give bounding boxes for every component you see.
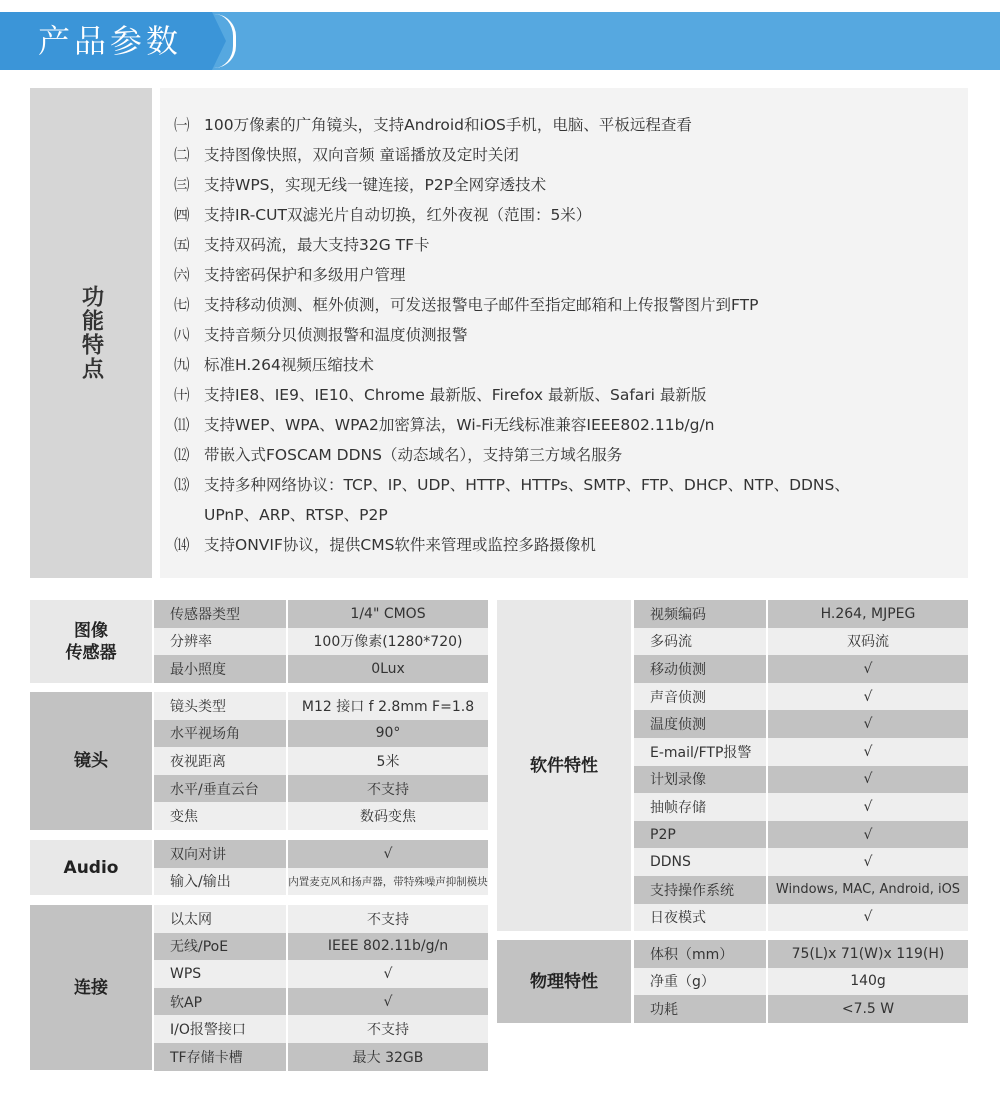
spec-value: 内置麦克风和扬声器，带特殊噪声抑制模块 xyxy=(288,868,488,896)
spec-row xyxy=(154,1043,488,1071)
spec-key: 视频编码 xyxy=(634,600,766,628)
spec-row xyxy=(154,600,488,628)
spec-key: 最小照度 xyxy=(154,655,286,683)
image-sensor-label-line2: 传感器 xyxy=(65,642,117,663)
spec-row xyxy=(154,905,488,933)
feature-item xyxy=(174,350,968,380)
header-banner xyxy=(0,12,1000,70)
spec-row xyxy=(634,683,968,711)
spec-row xyxy=(634,628,968,656)
feature-item xyxy=(174,380,968,410)
feature-text: 支持音频分贝侦测报警和温度侦测报警 xyxy=(204,326,468,344)
spec-row xyxy=(154,775,488,803)
spec-value: 不支持 xyxy=(288,1015,488,1043)
spec-row xyxy=(634,904,968,932)
spec-table-physical xyxy=(634,940,968,1023)
spec-key: 分辨率 xyxy=(154,628,286,656)
spec-key: 传感器类型 xyxy=(154,600,286,628)
spec-value: H.264, MJPEG xyxy=(768,600,968,628)
spec-table-image-sensor xyxy=(154,600,488,683)
spec-group-label-physical xyxy=(497,940,631,1023)
feature-text: 支持图像快照，双向音频 童谣播放及定时关闭 xyxy=(204,146,519,164)
spec-key: 双向对讲 xyxy=(154,840,286,868)
spec-row xyxy=(634,848,968,876)
spec-value: √ xyxy=(768,904,968,932)
spec-row xyxy=(634,821,968,849)
features-label-box xyxy=(30,88,152,578)
spec-value: √ xyxy=(288,840,488,868)
feature-item xyxy=(174,170,968,200)
spec-key: 日夜模式 xyxy=(634,904,766,932)
feature-number: ⒀ xyxy=(174,476,190,494)
spec-key: 镜头类型 xyxy=(154,692,286,720)
spec-key: P2P xyxy=(634,821,766,849)
page-title: 产品参数 xyxy=(38,22,183,60)
feature-item xyxy=(174,260,968,290)
spec-row xyxy=(154,720,488,748)
feature-item xyxy=(174,530,968,560)
lens-label: 镜头 xyxy=(74,751,108,771)
spec-key: 净重（g） xyxy=(634,968,766,996)
spec-value: 不支持 xyxy=(288,905,488,933)
spec-row xyxy=(634,655,968,683)
feature-text: 支持WPS，实现无线一键连接，P2P全网穿透技术 xyxy=(204,176,547,194)
spec-value: 5米 xyxy=(288,747,488,775)
spec-value: <7.5 W xyxy=(768,995,968,1023)
spec-row xyxy=(634,940,968,968)
spec-key: 体积（mm） xyxy=(634,940,766,968)
spec-value: √ xyxy=(768,766,968,794)
spec-row xyxy=(154,988,488,1016)
spec-key: 功耗 xyxy=(634,995,766,1023)
spec-group-label-connection xyxy=(30,905,152,1070)
feature-item xyxy=(174,230,968,260)
spec-value: 140g xyxy=(768,968,968,996)
spec-row xyxy=(634,600,968,628)
spec-key: DDNS xyxy=(634,848,766,876)
spec-value: 75(L)x 71(W)x 119(H) xyxy=(768,940,968,968)
spec-value: √ xyxy=(768,793,968,821)
spec-group-label-lens xyxy=(30,692,152,830)
feature-number: ㈡ xyxy=(174,146,190,164)
spec-key: 支持操作系统 xyxy=(634,876,766,904)
spec-row xyxy=(154,747,488,775)
feature-text: 标准H.264视频压缩技术 xyxy=(204,356,374,374)
spec-value: M12 接口 f 2.8mm F=1.8 xyxy=(288,692,488,720)
spec-row xyxy=(154,692,488,720)
feature-number: ⑾ xyxy=(174,416,190,434)
spec-row xyxy=(634,738,968,766)
spec-value: Windows, MAC, Android, iOS xyxy=(768,876,968,904)
spec-value: 0Lux xyxy=(288,655,488,683)
spec-table-audio xyxy=(154,840,488,895)
spec-key: I/O报警接口 xyxy=(154,1015,286,1043)
feature-text: 带嵌入式FOSCAM DDNS（动态域名），支持第三方域名服务 xyxy=(204,446,623,464)
spec-table-connection xyxy=(154,905,488,1071)
feature-item xyxy=(174,470,968,500)
spec-value: 数码变焦 xyxy=(288,802,488,830)
spec-key: WPS xyxy=(154,960,286,988)
spec-row xyxy=(154,840,488,868)
spec-row xyxy=(154,868,488,896)
feature-number: ㈤ xyxy=(174,236,190,254)
spec-row xyxy=(634,710,968,738)
spec-value: 90° xyxy=(288,720,488,748)
spec-group-label-software xyxy=(497,600,631,931)
feature-item xyxy=(174,200,968,230)
spec-row xyxy=(154,628,488,656)
spec-value: IEEE 802.11b/g/n xyxy=(288,933,488,961)
spec-key: 水平/垂直云台 xyxy=(154,775,286,803)
feature-number: ㈣ xyxy=(174,206,190,224)
feature-item xyxy=(174,440,968,470)
spec-value: 不支持 xyxy=(288,775,488,803)
feature-text: 100万像素的广角镜头，支持Android和iOS手机，电脑、平板远程查看 xyxy=(204,116,692,134)
spec-row xyxy=(154,802,488,830)
spec-key: 水平视场角 xyxy=(154,720,286,748)
spec-row xyxy=(634,766,968,794)
spec-table-lens xyxy=(154,692,488,830)
spec-value: √ xyxy=(768,655,968,683)
feature-text: 支持ONVIF协议，提供CMS软件来管理或监控多路摄像机 xyxy=(204,536,596,554)
spec-key: 输入/输出 xyxy=(154,868,286,896)
feature-item xyxy=(174,320,968,350)
spec-key: 计划录像 xyxy=(634,766,766,794)
feature-text: 支持移动侦测、框外侦测，可发送报警电子邮件至指定邮箱和上传报警图片到FTP xyxy=(204,296,759,314)
feature-number: ㈠ xyxy=(174,116,190,134)
spec-value: 100万像素(1280*720) xyxy=(288,628,488,656)
feature-text: 支持IR-CUT双滤光片自动切换，红外夜视（范围：5米） xyxy=(204,206,592,224)
spec-key: 无线/PoE xyxy=(154,933,286,961)
feature-text: 支持WEP、WPA、WPA2加密算法，Wi-Fi无线标准兼容IEEE802.11b/g/n xyxy=(204,416,715,434)
feature-number: ⑿ xyxy=(174,446,190,464)
feature-number: ㈦ xyxy=(174,296,190,314)
feature-text: 支持IE8、IE9、IE10、Chrome 最新版、Firefox 最新版、Safari 最新版 xyxy=(204,386,707,404)
spec-value: √ xyxy=(768,710,968,738)
feature-text: 支持多种网络协议：TCP、IP、UDP、HTTP、HTTPs、SMTP、FTP、DHCP、NTP、DDNS、 xyxy=(204,476,850,494)
spec-key: 以太网 xyxy=(154,905,286,933)
feature-number: ㈨ xyxy=(174,356,190,374)
spec-value: √ xyxy=(288,988,488,1016)
feature-item xyxy=(174,110,968,140)
feature-item xyxy=(174,410,968,440)
spec-key: TF存储卡槽 xyxy=(154,1043,286,1071)
spec-key: 变焦 xyxy=(154,802,286,830)
spec-key: 声音侦测 xyxy=(634,683,766,711)
features-label: 功能特点 xyxy=(78,285,104,381)
spec-row xyxy=(634,876,968,904)
feature-number: ⒁ xyxy=(174,536,190,554)
spec-row xyxy=(634,995,968,1023)
features-list xyxy=(160,88,968,578)
spec-table-software xyxy=(634,600,968,931)
spec-row xyxy=(634,968,968,996)
feature-number: ㈢ xyxy=(174,176,190,194)
spec-key: 夜视距离 xyxy=(154,747,286,775)
spec-value: 最大 32GB xyxy=(288,1043,488,1071)
spec-row xyxy=(154,960,488,988)
spec-group-label-image-sensor xyxy=(30,600,152,683)
spec-key: 温度侦测 xyxy=(634,710,766,738)
header-tab-curve xyxy=(214,14,236,68)
spec-key: 软AP xyxy=(154,988,286,1016)
spec-key: E-mail/FTP报警 xyxy=(634,738,766,766)
image-sensor-label-line1: 图像 xyxy=(74,620,108,641)
spec-value: 双码流 xyxy=(768,628,968,656)
spec-key: 多码流 xyxy=(634,628,766,656)
software-label: 软件特性 xyxy=(530,755,598,776)
spec-key: 抽帧存储 xyxy=(634,793,766,821)
spec-row xyxy=(634,793,968,821)
spec-value: √ xyxy=(288,960,488,988)
feature-item-continuation xyxy=(174,500,968,530)
feature-number: ㈩ xyxy=(174,386,190,404)
feature-text: 支持密码保护和多级用户管理 xyxy=(204,266,406,284)
spec-value: √ xyxy=(768,738,968,766)
feature-number: ㈥ xyxy=(174,266,190,284)
spec-row xyxy=(154,1015,488,1043)
spec-key: 移动侦测 xyxy=(634,655,766,683)
feature-item xyxy=(174,140,968,170)
spec-row xyxy=(154,655,488,683)
feature-text: 支持双码流，最大支持32G TF卡 xyxy=(204,236,430,254)
spec-value: √ xyxy=(768,821,968,849)
audio-label: Audio xyxy=(63,857,119,878)
connection-label: 连接 xyxy=(74,977,108,998)
spec-value: √ xyxy=(768,683,968,711)
spec-value: 1/4" CMOS xyxy=(288,600,488,628)
feature-item xyxy=(174,290,968,320)
spec-row xyxy=(154,933,488,961)
spec-group-label-audio xyxy=(30,840,152,895)
feature-text: UPnP、ARP、RTSP、P2P xyxy=(204,506,388,524)
spec-value: √ xyxy=(768,848,968,876)
feature-number: ㈧ xyxy=(174,326,190,344)
physical-label: 物理特性 xyxy=(530,971,598,992)
